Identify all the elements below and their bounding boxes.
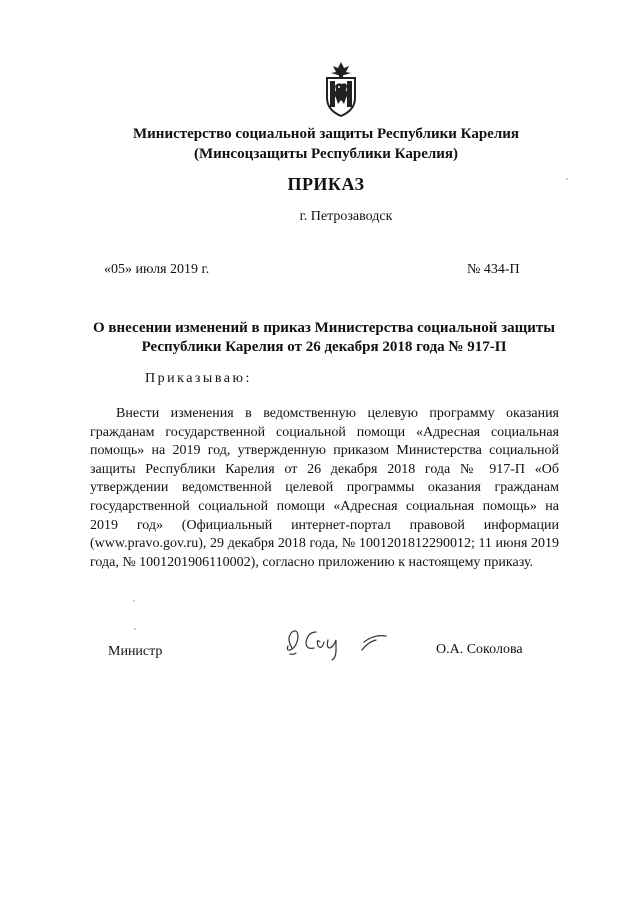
order-number: № 434-П	[467, 262, 520, 277]
city: г. Петрозаводск	[299, 209, 393, 224]
signatory-title: Министр	[108, 644, 163, 659]
order-subject-line2: Республики Карелия от 26 декабря 2018 года № 917-П	[141, 339, 507, 355]
order-date: «05» июля 2019 г.	[104, 262, 210, 277]
ministry-short-name: (Минсоцзащиты Республики Карелия)	[193, 146, 459, 162]
order-subject-line1: О внесении изменений в приказ Министерства социальной защиты	[92, 320, 556, 336]
order-body-paragraph: Внести изменения в ведомственную целевую программу оказания гражданам государственной социальной помощи «Адресная социальная помощь» на 2019 год, утвержденную приказом Министерства социальной защиты Республики Карелия от 26 декабря 2018 года № 917-П «Об утверждении ведомственной целевой программы оказания гражданам государственной социальной помощи «Адресная социальная помощь» на 2019 год» (Официальный интернет-портал правовой информации (www.pravo.gov.ru), 29 декабря 2018 года, № 1001201812290012; 11 июня 2019 года, № 1001201906110002), согласно приложению к настоящему приказу.	[90, 406, 559, 570]
order-directive: Приказываю:	[145, 371, 252, 386]
ministry-name: Министерство социальной защиты Республики Карелия	[133, 126, 519, 142]
document-type: ПРИКАЗ	[287, 174, 365, 194]
handwritten-signature	[278, 618, 398, 668]
karelia-coat-of-arms-icon	[322, 60, 360, 118]
scan-speck	[133, 600, 135, 602]
signatory-name: О.А. Соколова	[436, 642, 523, 657]
scan-speck	[134, 628, 136, 630]
scan-speck	[566, 178, 568, 180]
